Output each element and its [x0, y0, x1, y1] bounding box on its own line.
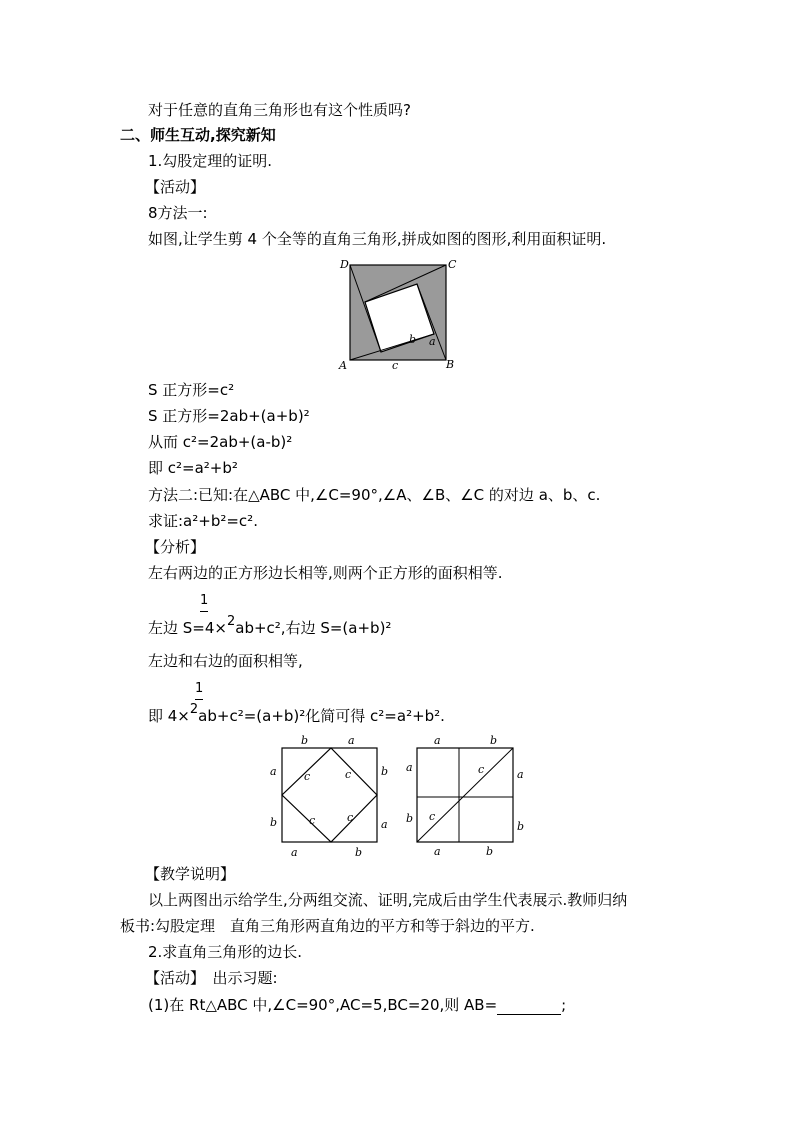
side-label-b: b: [490, 734, 498, 747]
teaching-note-label: 【教学说明】: [145, 865, 236, 883]
formula-line: S 正方形=2ab+(a+b)²: [148, 407, 310, 425]
vertex-label-b: B: [446, 358, 455, 371]
fraction-denominator: 2: [226, 614, 236, 629]
side-label-a: a: [434, 734, 441, 747]
diagonal: [417, 748, 513, 842]
activity-label: 【活动】 出示习题:: [145, 969, 278, 987]
vertex-label-d: D: [340, 258, 349, 271]
text-line: 方法二:已知:在△ABC 中,∠C=90°,∠A、∠B、∠C 的对边 a、b、c.: [148, 486, 601, 504]
side-label-a: a: [291, 846, 298, 859]
hyp-label-c: c: [429, 810, 436, 823]
side-label-a: a: [517, 768, 524, 781]
side-label-a: a: [406, 761, 413, 774]
text-line: 左边和右边的面积相等,: [148, 652, 303, 670]
analysis-label: 【分析】: [145, 538, 206, 556]
hyp-label-c: c: [347, 811, 354, 824]
formula-line: [148, 614, 392, 640]
text-line: 对于任意的直角三角形也有这个性质吗?: [148, 101, 411, 119]
text-line: 如图,让学生剪 4 个全等的直角三角形,拼成如图的图形,利用面积证明.: [148, 230, 607, 248]
formula-right: ab+c²=(a+b)²化简可得 c²=a²+b².: [198, 707, 445, 725]
formula-left: 左边 S=4×: [148, 619, 227, 637]
side-label-a: a: [270, 765, 277, 778]
formula-line: [148, 702, 445, 728]
side-label-a: a: [348, 734, 355, 747]
exercise-end: ;: [561, 996, 567, 1014]
fraction-bar: [200, 611, 208, 612]
side-label-b: b: [381, 765, 389, 778]
text-line: 板书:勾股定理 直角三角形两直角边的平方和等于斜边的平方.: [120, 917, 535, 935]
inner-square: [282, 748, 377, 842]
side-label-a: a: [381, 818, 388, 831]
activity-label: 【活动】: [145, 178, 206, 196]
section-heading: 二、师生互动,探究新知: [120, 126, 276, 144]
side-label-b: b: [486, 845, 494, 858]
side-label-b: b: [355, 846, 363, 859]
side-label-b: b: [270, 816, 278, 829]
exercise-text: (1)在 Rt△ABC 中,∠C=90°,AC=5,BC=20,则 AB=: [148, 996, 498, 1014]
formula-line: 从而 c²=2ab+(a-b)²: [148, 433, 293, 451]
side-label-a: a: [434, 845, 441, 858]
fraction-bar: [195, 699, 203, 700]
side-label-a: a: [429, 335, 436, 348]
outer-square: [282, 748, 377, 842]
formula-line: S 正方形=c²: [148, 381, 235, 399]
exercise-line: [148, 995, 566, 1015]
side-label-c: c: [392, 359, 399, 372]
vertex-label-a: A: [339, 359, 347, 372]
side-label-b: b: [517, 820, 525, 833]
fraction-denominator: 2: [189, 702, 199, 717]
hyp-label-c: c: [478, 763, 485, 776]
text-line: 以上两图出示给学生,分两组交流、证明,完成后由学生代表展示.教师归纳: [148, 891, 628, 909]
hyp-label-c: c: [304, 770, 311, 783]
fraction-numerator: 1: [200, 593, 209, 608]
formula-left: 即 4×: [148, 707, 190, 725]
hyp-label-c: c: [345, 768, 352, 781]
hyp-label-c: c: [309, 814, 316, 827]
side-label-b: b: [409, 333, 417, 346]
answer-blank[interactable]: [497, 1000, 561, 1015]
text-line: 左右两边的正方形边长相等,则两个正方形的面积相等.: [148, 564, 503, 582]
subsection-heading: 2.求直角三角形的边长.: [148, 943, 303, 961]
figure-right-square: [402, 734, 532, 860]
text-line: 8方法一:: [148, 204, 208, 222]
subsection-heading: 1.勾股定理的证明.: [148, 152, 273, 170]
vertex-label-c: C: [448, 258, 457, 271]
formula-right: ab+c²,右边 S=(a+b)²: [235, 619, 392, 637]
figure-square-proof: [330, 255, 465, 373]
side-label-b: b: [301, 734, 309, 747]
fraction-numerator: 1: [195, 681, 204, 696]
figure-left-square: [262, 734, 394, 860]
side-label-b: b: [406, 812, 414, 825]
formula-line: 即 c²=a²+b²: [148, 459, 238, 477]
text-line: 求证:a²+b²=c².: [148, 512, 258, 530]
